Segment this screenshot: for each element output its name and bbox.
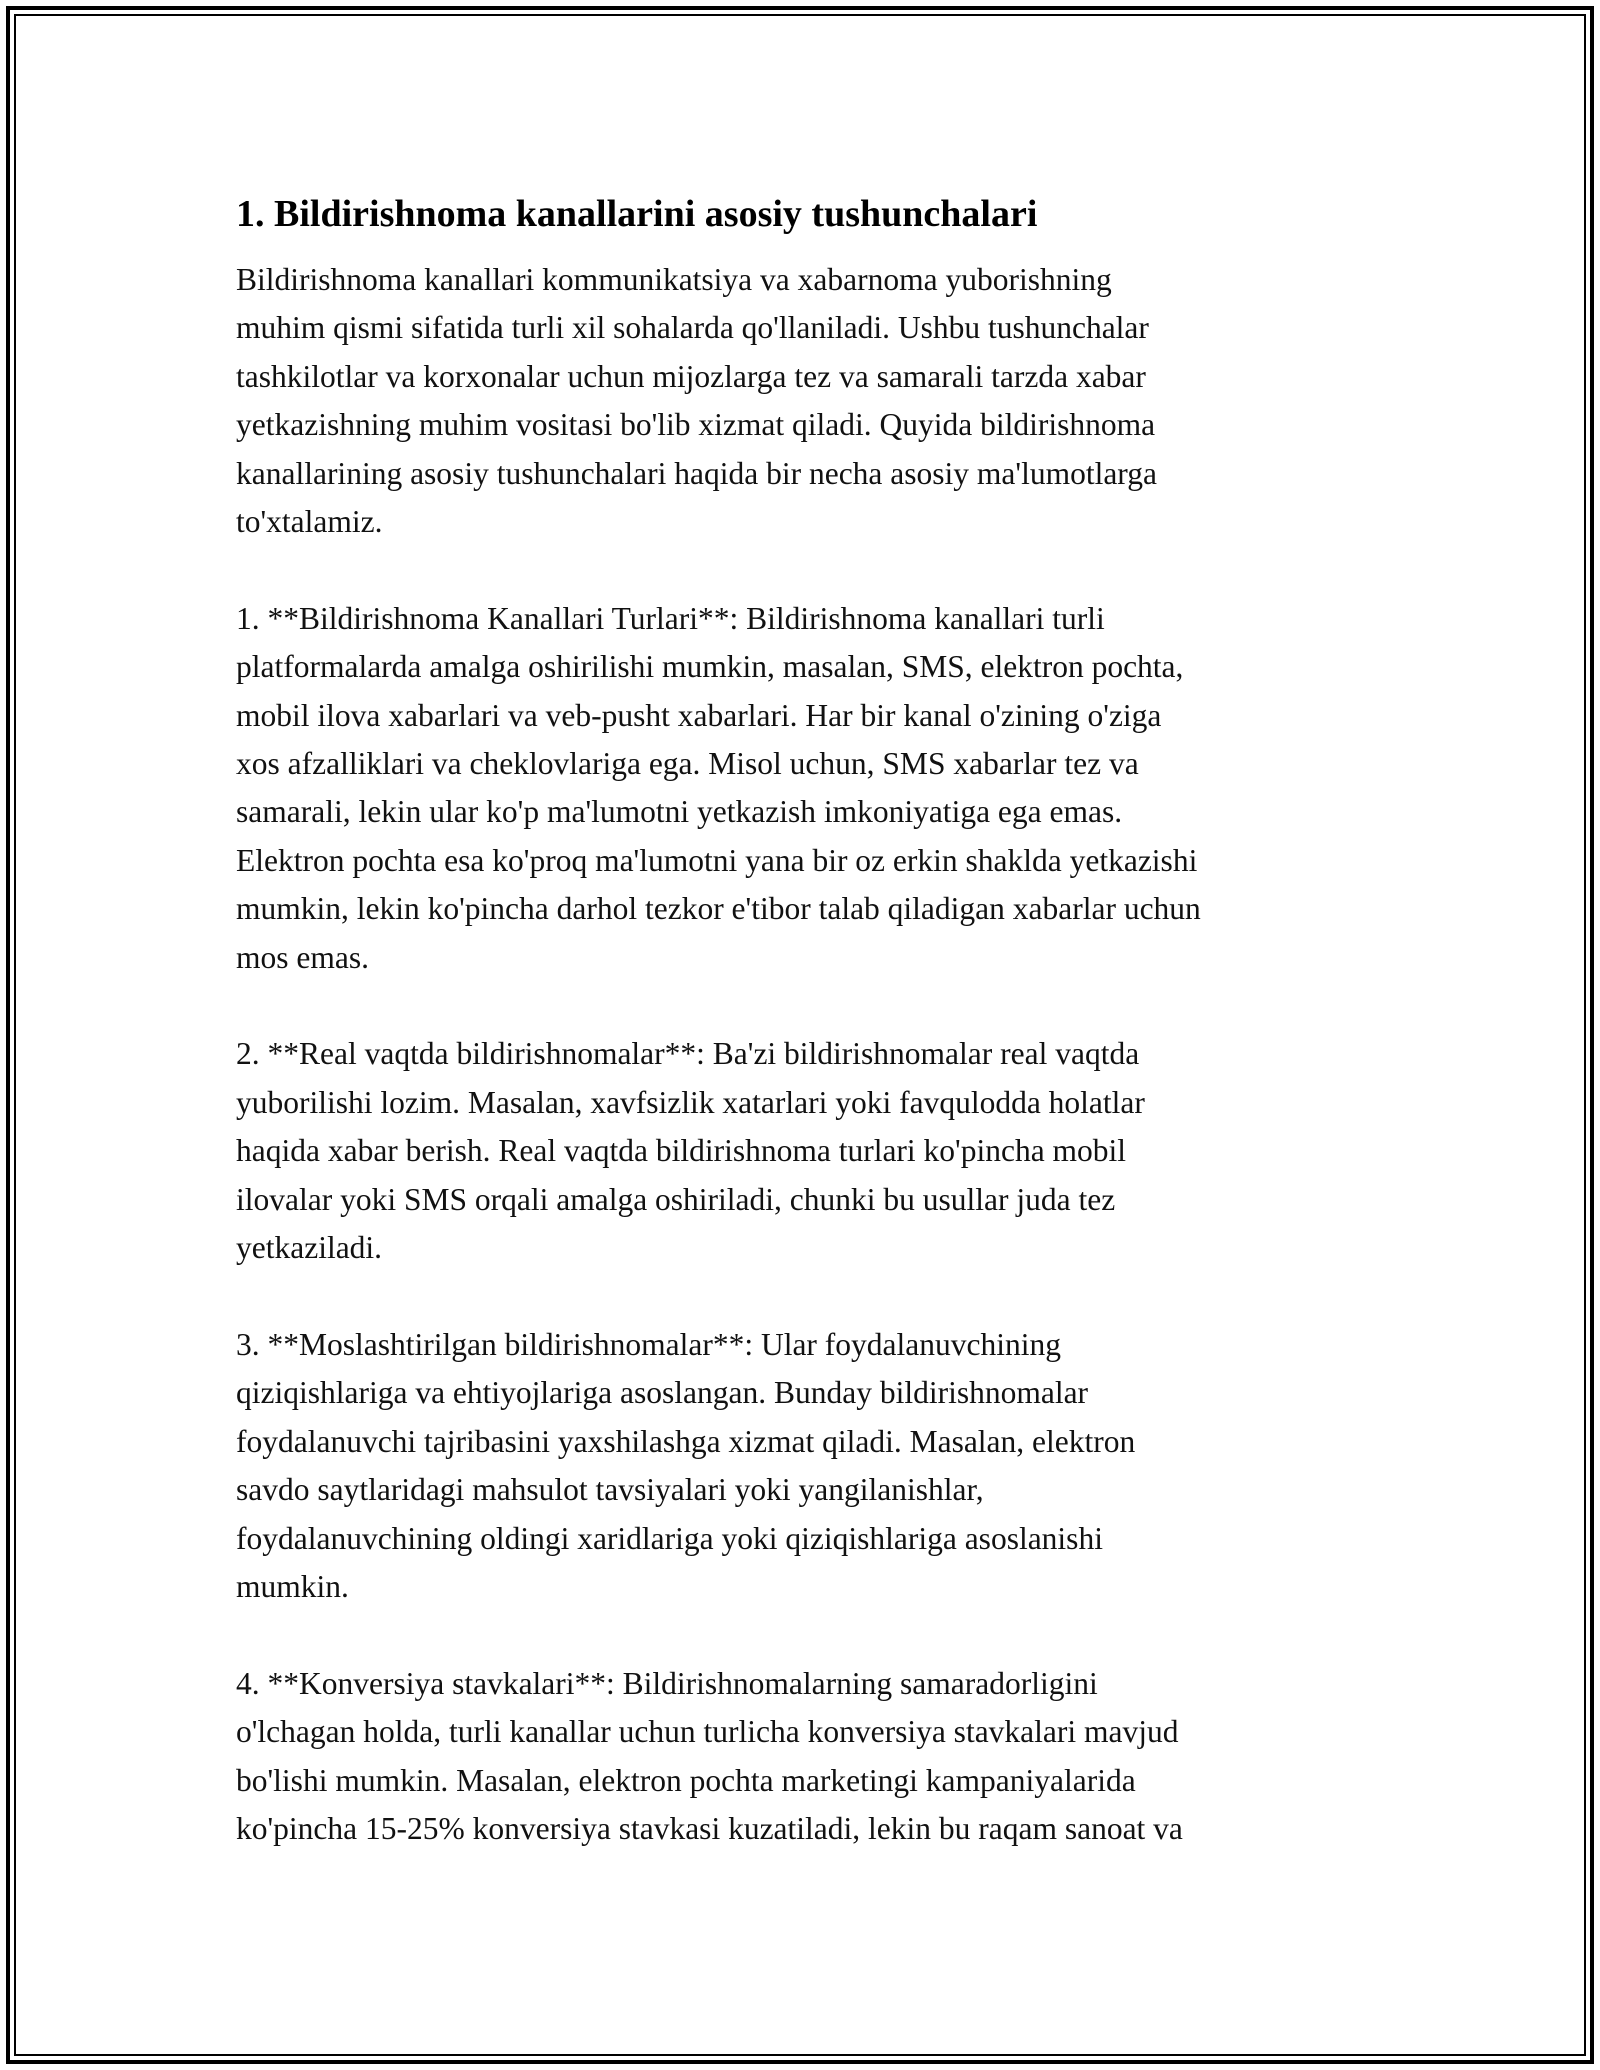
list-item-conversion-rates: 4. **Konversiya stavkalari**: Bildirishnomalarning samaradorligini o'lchagan holda, turli kanallar uchun turlicha konversiya stavkalari mavjud bo'lishi mumkin. Masalan, elektron pochta marketingi kampaniyalarida ko'pincha 15-25% konversiya stavkasi kuzatiladi, lekin bu raqam sanoat va: [236, 1665, 1183, 1846]
list-item-personalized-notifications: 3. **Moslashtirilgan bildirishnomalar**: Ular foydalanuvchining qiziqishlariga va ehtiyojlariga asoslangan. Bunday bildirishnomalar foydalanuvchi tajribasini yaxshilashga xizmat qiladi. Masalan, elektron savdo saytlaridagi mahsulot tavsiyalari yoki yangilanishlar, foydalanuvchining oldingi xaridlariga yoki qiziqishlariga asoslanishi mumkin.: [236, 1326, 1136, 1604]
section-heading: 1. Bildirishnoma kanallarini asosiy tushunchalari: [236, 193, 1038, 235]
list-item-notification-channel-types: 1. **Bildirishnoma Kanallari Turlari**: Bildirishnoma kanallari turli platformalarda amalga oshirilishi mumkin, masalan, SMS, elektron pochta, mobil ilova xabarlari va veb-pusht xabarlari. Har bir kanal o'zining o'ziga xos afzalliklari va cheklovlariga ega. Misol uchun, SMS xabarlar tez va samarali, lekin ular ko'p ma'lumotni yetkazish imkoniyatiga ega emas. Elektron pochta esa ko'proq ma'lumotni yana bir oz erkin shaklda yetkazishi mumkin, lekin ko'pincha darhol tezkor e'tibor talab qiladigan xabarlar uchun mos emas.: [236, 600, 1201, 975]
document-body: [236, 186, 1366, 1853]
list-item-real-time-notifications: 2. **Real vaqtda bildirishnomalar**: Ba'zi bildirishnomalar real vaqtda yuborilishi lozim. Masalan, xavfsizlik xatarlari yoki favqulodda holatlar haqida xabar berish. Real vaqtda bildirishnoma turlari ko'pincha mobil ilovalar yoki SMS orqali amalga oshiriladi, chunki bu usullar juda tez yetkaziladi.: [236, 1036, 1145, 1266]
intro-paragraph: Bildirishnoma kanallari kommunikatsiya va xabarnoma yuborishning muhim qismi sifatida turli xil sohalarda qo'llaniladi. Ushbu tushunchalar tashkilotlar va korxonalar uchun mijozlarga tez va samarali tarzda xabar yetkazishning muhim vositasi bo'lib xizmat qiladi. Quyida bildirishnoma kanallarining asosiy tushunchalari haqida bir necha asosiy ma'lumotlarga to'xtalamiz.: [236, 262, 1157, 540]
